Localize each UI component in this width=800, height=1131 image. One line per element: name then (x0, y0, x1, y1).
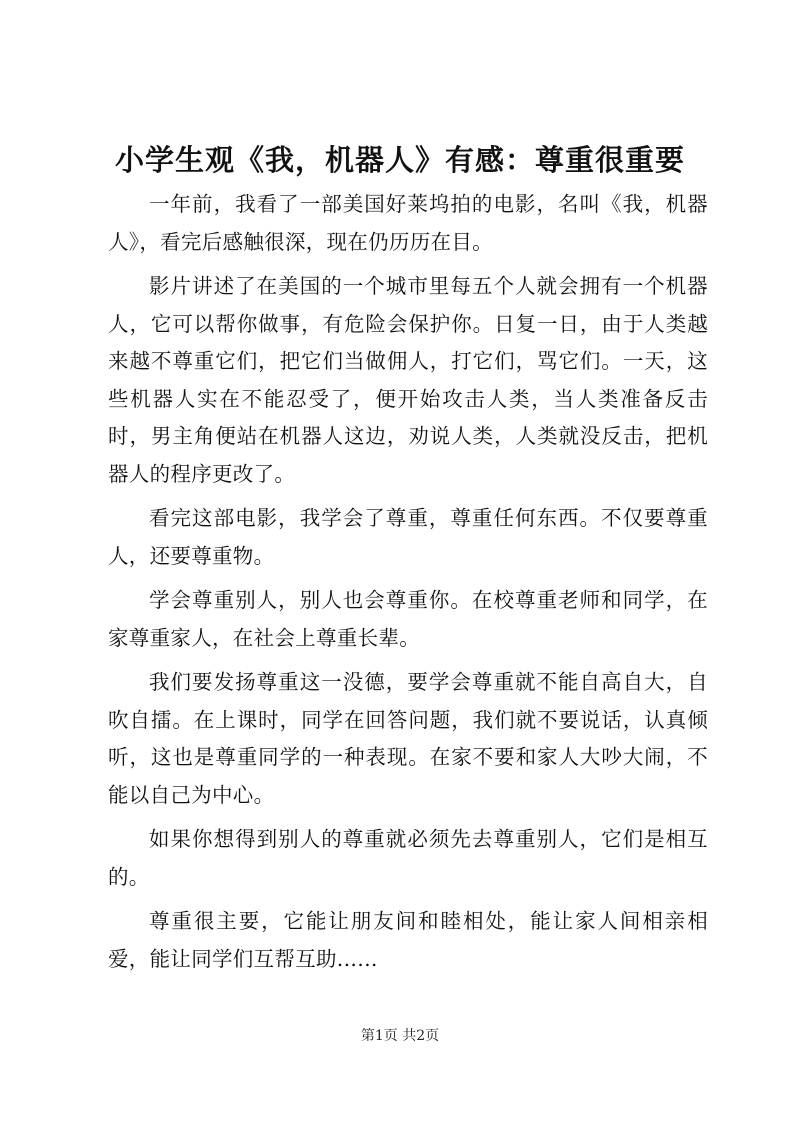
paragraph: 学会尊重别人，别人也会尊重你。在校尊重老师和同学，在家尊重家人，在社会上尊重长辈。 (108, 588, 708, 650)
page-footer: 第1页 共2页 (360, 1028, 440, 1044)
paragraph: 我们要发扬尊重这一没德，要学会尊重就不能自高自大，自吹自擂。在上课时，同学在回答问题，我们就不要说话，认真倾听，这也是尊重同学的一种表现。在家不要和家人大吵大闹，不能以自己为中心。 (108, 670, 708, 807)
paragraph: 如果你想得到别人的尊重就必须先去尊重别人，它们是相互的。 (108, 827, 708, 889)
paragraph: 一年前，我看了一部美国好莱坞拍的电影，名叫《我，机器人》，看完后感触很深，现在仍历历在目。 (108, 192, 708, 254)
paragraph: 影片讲述了在美国的一个城市里每五个人就会拥有一个机器人，它可以帮你做事，有危险会保护你。日复一日，由于人类越来越不尊重它们，把它们当做佣人，打它们，骂它们。一天，这些机器人实在不能忍受了，便开始攻击人类，当人类准备反击时，男主角便站在机器人这边，劝说人类，人类就没反击，把机器人的程序更改了。 (108, 274, 708, 486)
document-title: 小学生观《我，机器人》有感：尊重很重要 (114, 143, 685, 177)
paragraph: 尊重很主要，它能让朋友间和睦相处，能让家人间相亲相爱，能让同学们互帮互助...... (108, 909, 708, 971)
document-body (108, 186, 708, 985)
paragraph: 看完这部电影，我学会了尊重，尊重任何东西。不仅要尊重人，还要尊重物。 (108, 506, 708, 568)
